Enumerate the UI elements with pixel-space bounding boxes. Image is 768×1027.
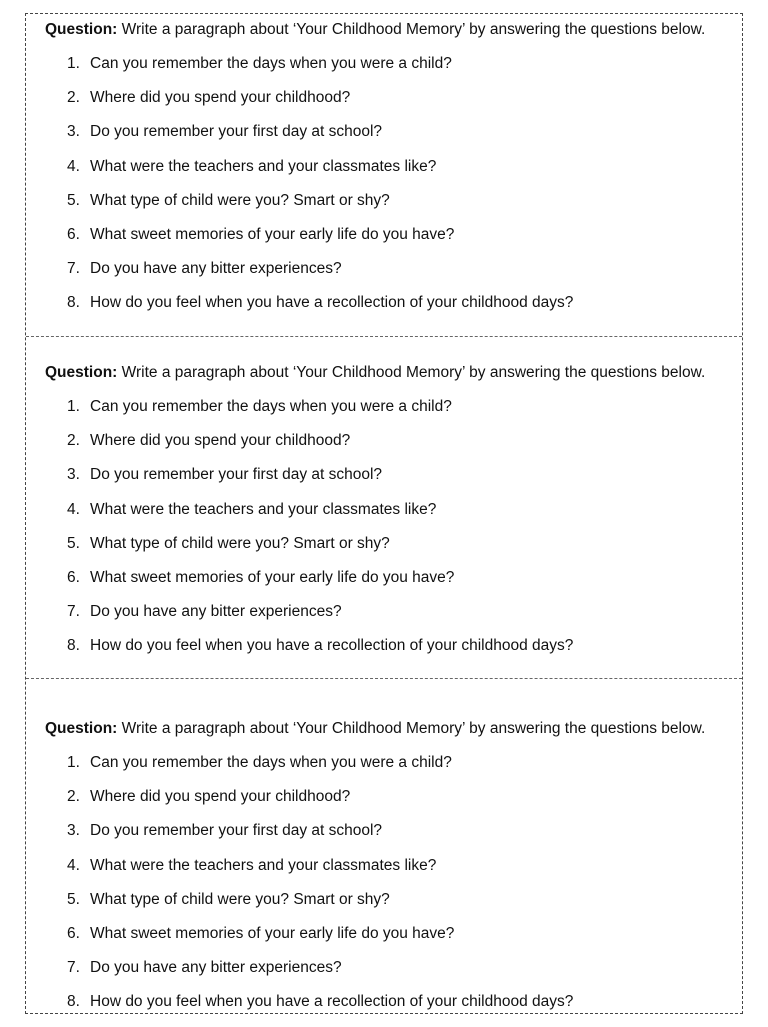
list-item: [26, 958, 742, 992]
item-text: Can you remember the days when you were a child?: [90, 398, 452, 415]
list-item: [26, 890, 742, 924]
list-item: [26, 431, 742, 465]
list-item: [26, 568, 742, 602]
item-text: How do you feel when you have a recollection of your childhood days?: [90, 294, 574, 312]
list-item: [26, 787, 742, 821]
item-number: 6.: [67, 225, 80, 243]
item-number: 1.: [67, 398, 80, 415]
item-number: 3.: [67, 466, 80, 484]
item-text: Where did you spend your childhood?: [90, 788, 351, 806]
item-text: How do you feel when you have a recollection of your childhood days?: [90, 993, 574, 1011]
list-item: [26, 465, 742, 499]
question-list: [26, 54, 742, 328]
item-text: What type of child were you? Smart or shy?: [90, 890, 390, 908]
item-number: 8.: [67, 294, 80, 312]
item-text: Where did you spend your childhood?: [90, 89, 351, 107]
list-item: [26, 122, 742, 156]
list-item: [26, 602, 742, 636]
list-item: [26, 924, 742, 958]
list-item: [26, 54, 742, 88]
question-text: Write a paragraph about ‘Your Childhood Memory’ by answering the questions below.: [117, 21, 706, 38]
question-label: Question:: [45, 720, 118, 737]
item-number: 4.: [67, 157, 80, 175]
item-number: 1.: [67, 55, 80, 72]
item-text: What type of child were you? Smart or shy?: [90, 191, 390, 209]
question-label: Question:: [45, 364, 118, 381]
list-item: [26, 636, 742, 670]
item-text: Do you remember your first day at school?: [90, 822, 383, 840]
item-number: 6.: [67, 924, 80, 942]
question-text: Write a paragraph about ‘Your Childhood Memory’ by answering the questions below.: [117, 720, 706, 737]
question-list: [26, 397, 742, 671]
item-number: 5.: [67, 890, 80, 908]
item-number: 2.: [67, 788, 80, 806]
list-item: [26, 225, 742, 259]
item-text: What were the teachers and your classmates like?: [90, 157, 437, 175]
list-item: [26, 88, 742, 122]
question-card-1: [26, 14, 742, 336]
item-text: What type of child were you? Smart or shy?: [90, 534, 390, 552]
item-text: What were the teachers and your classmates like?: [90, 856, 437, 874]
item-number: 3.: [67, 123, 80, 141]
item-number: 1.: [67, 754, 80, 771]
item-text: Do you remember your first day at school?: [90, 123, 383, 141]
question-prompt: [45, 363, 705, 383]
item-number: 2.: [67, 89, 80, 107]
item-number: 5.: [67, 191, 80, 209]
item-number: 5.: [67, 534, 80, 552]
item-number: 8.: [67, 993, 80, 1011]
list-item: [26, 856, 742, 890]
item-number: 7.: [67, 959, 80, 977]
list-item: [26, 534, 742, 568]
list-item: [26, 293, 742, 327]
item-number: 2.: [67, 432, 80, 450]
question-prompt: [45, 719, 705, 739]
item-text: Can you remember the days when you were a child?: [90, 754, 452, 771]
item-text: Where did you spend your childhood?: [90, 432, 351, 450]
list-item: [26, 259, 742, 293]
question-card-3: [26, 678, 742, 1011]
item-text: What sweet memories of your early life do you have?: [90, 568, 455, 586]
question-prompt: [45, 20, 705, 40]
item-number: 6.: [67, 568, 80, 586]
list-item: [26, 157, 742, 191]
item-text: Do you have any bitter experiences?: [90, 959, 342, 977]
list-item: [26, 992, 742, 1026]
list-item: [26, 753, 742, 787]
item-text: What sweet memories of your early life do you have?: [90, 225, 455, 243]
item-text: Can you remember the days when you were a child?: [90, 55, 452, 72]
item-number: 4.: [67, 500, 80, 518]
list-item: [26, 821, 742, 855]
item-number: 3.: [67, 822, 80, 840]
question-card-2: [26, 336, 742, 658]
item-number: 7.: [67, 603, 80, 621]
item-number: 7.: [67, 260, 80, 278]
item-text: Do you have any bitter experiences?: [90, 603, 342, 621]
item-number: 8.: [67, 637, 80, 655]
item-text: What were the teachers and your classmates like?: [90, 500, 437, 518]
item-text: What sweet memories of your early life do you have?: [90, 924, 455, 942]
item-text: How do you feel when you have a recollection of your childhood days?: [90, 637, 574, 655]
question-label: Question:: [45, 21, 118, 38]
list-item: [26, 500, 742, 534]
item-text: Do you remember your first day at school?: [90, 466, 383, 484]
list-item: [26, 397, 742, 431]
item-text: Do you have any bitter experiences?: [90, 260, 342, 278]
worksheet-page: [25, 13, 743, 1014]
question-text: Write a paragraph about ‘Your Childhood Memory’ by answering the questions below.: [117, 364, 706, 381]
item-number: 4.: [67, 856, 80, 874]
question-list: [26, 753, 742, 1027]
list-item: [26, 191, 742, 225]
